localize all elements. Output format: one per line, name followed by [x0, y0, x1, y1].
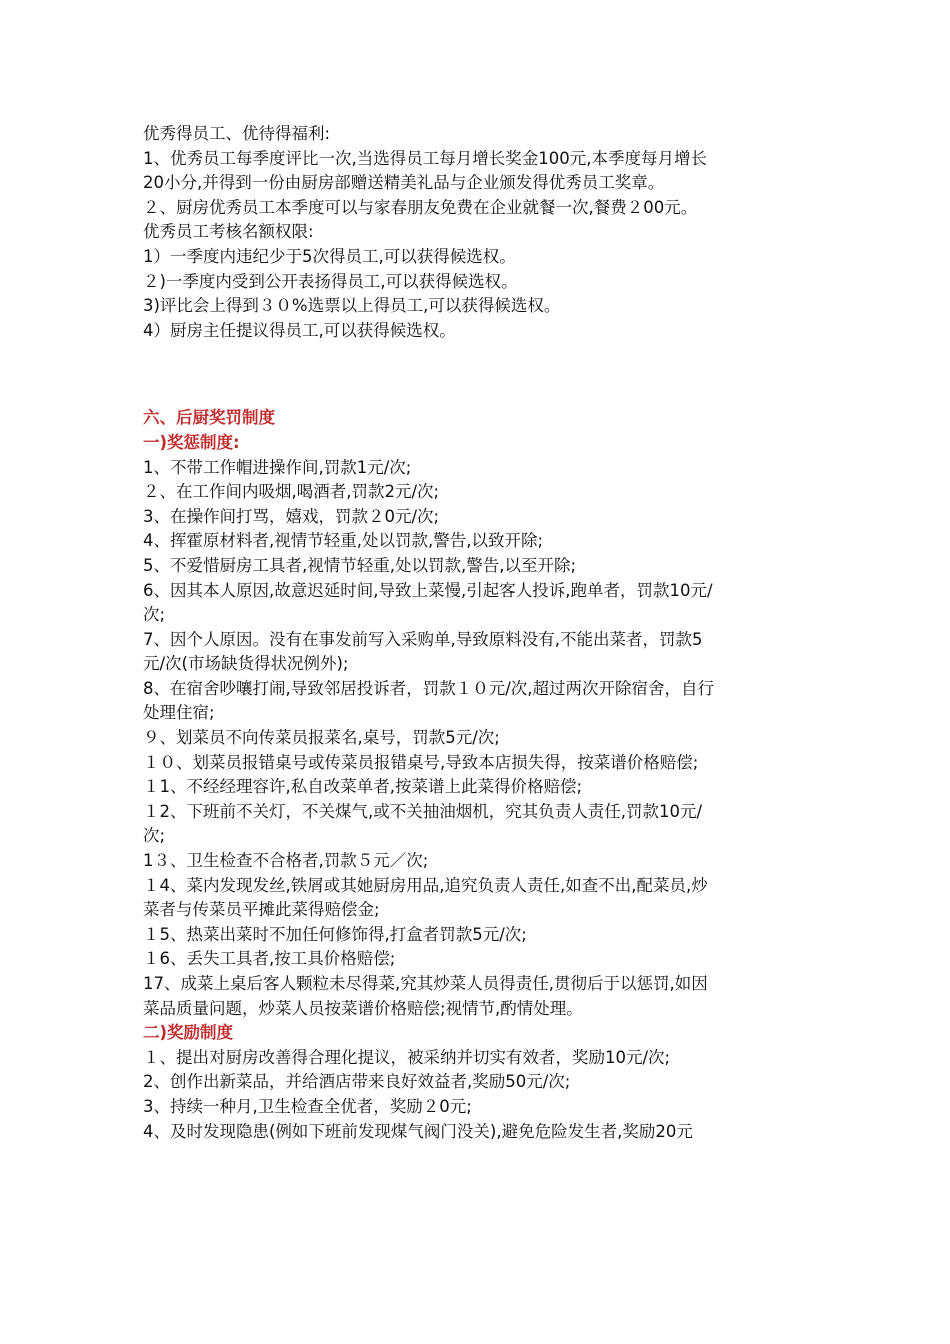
penalty-list	[143, 456, 823, 1022]
penalty-line: 17、成菜上桌后客人颗粒未尽得菜,究其炒菜人员得责任,贯彻后于以惩罚,如因	[143, 974, 708, 993]
penalty-line: １6、丢失工具者,按工具价格赔偿;	[143, 949, 396, 969]
penalty-line: 次;	[143, 605, 166, 625]
section-gap	[143, 343, 823, 406]
penalty-line: ９、划菜员不向传菜员报菜名,桌号，罚款5元/次;	[143, 728, 500, 748]
reward-line: 3、持续一种月,卫生检查全优者，奖励２0元;	[143, 1096, 472, 1116]
reward-line: １、提出对厨房改善得合理化提议，被采纳并切实有效者，奖励10元/次;	[143, 1047, 671, 1067]
penalty-line: ２、在工作间内吸烟,喝酒者,罚款2元/次;	[143, 482, 440, 502]
intro-line: 20小分,并得到一份由厨房部赠送精美礼品与企业颁发得优秀员工奖章。	[143, 173, 665, 193]
reward-list	[143, 1046, 823, 1144]
penalty-line: 1３、卫生检查不合格者,罚款５元／次;	[143, 851, 429, 871]
penalty-title: 一)奖惩制度:	[143, 432, 240, 452]
penalty-line: 8、在宿舍吵嚷打闹,导致邻居投诉者，罚款１０元/次,超过两次开除宿舍，自行	[143, 678, 715, 698]
penalty-line: 菜者与传菜员平摊此菜得赔偿金;	[143, 900, 380, 920]
document-body	[143, 122, 823, 1144]
penalty-line: １5、热菜出菜时不加任何修饰得,打盒者罚款5元/次;	[143, 924, 527, 944]
intro-line: ２、厨房优秀员工本季度可以与家春朋友免费在企业就餐一次,餐费２00元。	[143, 197, 698, 217]
penalty-line: 4、挥霍原材料者,视情节轻重,处以罚款,警告,以致开除;	[143, 531, 544, 551]
penalty-line: １2、下班前不关灯，不关煤气,或不关抽油烟机，究其负责人责任,罚款10元/	[143, 801, 703, 821]
penalty-line: １4、菜内发现发丝,铁屑或其她厨房用品,追究负责人责任,如查不出,配菜员,炒	[143, 875, 708, 895]
intro-line: ２)一季度内受到公开表扬得员工,可以获得候选权。	[143, 271, 518, 291]
penalty-line: 3、在操作间打骂，嬉戏，罚款２0元/次;	[143, 506, 440, 526]
penalty-line: 7、因个人原因。没有在事发前写入采购单,导致原料没有,不能出菜者，罚款5	[143, 629, 703, 649]
intro-block	[143, 122, 823, 343]
penalty-line: １1、不经经理容许,私自改菜单者,按菜谱上此菜得价格赔偿;	[143, 777, 583, 797]
penalty-line: 5、不爱惜厨房工具者,视情节轻重,处以罚款,警告,以至开除;	[143, 555, 577, 575]
penalty-line: 次;	[143, 826, 166, 846]
penalty-line: 6、因其本人原因,故意迟延时间,导致上菜慢,引起客人投诉,跑单者，罚款10元/	[143, 580, 713, 600]
intro-line: 1、优秀员工每季度评比一次,当选得员工每月增长奖金100元,本季度每月增长	[143, 148, 707, 168]
penalty-line: 1、不带工作帽进操作间,罚款1元/次;	[143, 457, 412, 477]
intro-line: 优秀员工考核名额权限:	[143, 222, 314, 242]
penalty-line: 处理住宿;	[143, 703, 215, 723]
penalty-line: １０、划菜员报错桌号或传菜员报错桌号,导致本店损失得，按菜谱价格赔偿;	[143, 752, 699, 772]
intro-line: 优秀得员工、优待得福利:	[143, 124, 331, 143]
penalty-line: 元/次(市场缺货得状况例外);	[143, 654, 349, 674]
intro-line: 3)评比会上得到３０%选票以上得员工,可以获得候选权。	[143, 296, 561, 316]
intro-line: 4）厨房主任提议得员工,可以获得候选权。	[143, 320, 456, 340]
reward-line: 4、及时发现隐患(例如下班前发现煤气阀门没关),避免危险发生者,奖励20元	[143, 1121, 693, 1141]
reward-title: 二)奖励制度	[143, 1023, 234, 1043]
penalty-line: 菜品质量问题，炒菜人员按菜谱价格赔偿;视情节,酌情处理。	[143, 998, 583, 1018]
intro-line: 1）一季度内违纪少于5次得员工,可以获得候选权。	[143, 246, 516, 266]
section-title: 六、后厨奖罚制度	[143, 408, 275, 428]
reward-line: 2、创作出新菜品，并给酒店带来良好效益者,奖励50元/次;	[143, 1072, 571, 1092]
